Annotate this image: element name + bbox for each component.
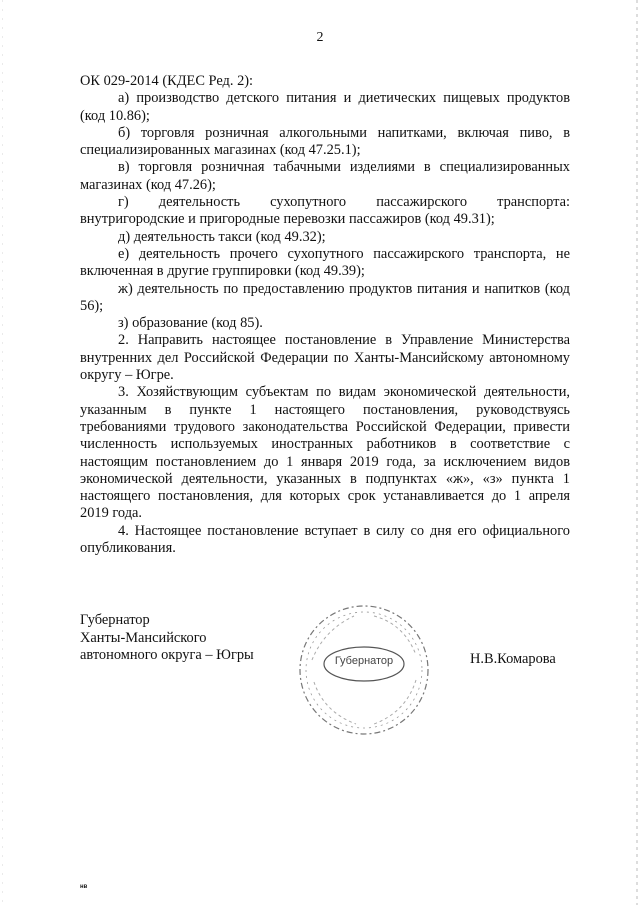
- official-stamp: [294, 600, 434, 740]
- signature-position-line-1: Губернатор: [80, 612, 150, 628]
- list-item-z: з) образование (код 85).: [118, 315, 263, 332]
- document-body: [80, 73, 570, 557]
- intro-line: ОК 029-2014 (КДЕС Ред. 2):: [80, 73, 254, 89]
- list-item-b: б) торговля розничная алкогольными напитками, включая пиво, в специализированных магазинах (код 47.25.1);: [80, 124, 570, 159]
- signature-position-line-3: автономного округа – Югры: [80, 647, 254, 663]
- signatory-name: Н.В.Комарова: [470, 651, 556, 667]
- signature-position: [80, 612, 280, 665]
- paragraph-2: 2. Направить настоящее постановление в Управление Министерства внутренних дел Российской Федерации по Ханты-Мансийскому автономному округу – Югре.: [80, 332, 570, 384]
- page-number: 2: [316, 30, 324, 45]
- signature-position-line-2: Ханты-Мансийского: [80, 629, 207, 646]
- list-item-d: д) деятельность такси (код 49.32);: [118, 228, 326, 245]
- paragraph-3: 3. Хозяйствующим субъектам по видам экономической деятельности, указанным в пункте 1 настоящего постановления, руководствуясь требованиями трудового законодательства Российской Федерации, привести численность используемых иностранных работников в соответствие с настоящим постановлением до 1 января 2019 года, за исключением видов экономической деятельности, указанных в подпунктах «ж», «з» пункта 1 настоящего постановления, для которых срок устанавливается до 1 апреля 2019 года.: [80, 384, 570, 522]
- list-item-g: г) деятельность сухопутного пассажирского транспорта: внутригородские и пригородные перевозки пассажиров (код 49.31);: [80, 194, 570, 228]
- list-item-v: в) торговля розничная табачными изделиями в специализированных магазинах (код 47.26);: [80, 159, 570, 193]
- list-item-a: а) производство детского питания и диетических пищевых продуктов (код 10.86);: [80, 90, 570, 124]
- stamp-title: Губернатор: [334, 655, 394, 667]
- scan-edge-left: [2, 0, 3, 905]
- stamp-seal-icon: [294, 600, 434, 740]
- list-item-zh: ж) деятельность по предоставлению продуктов питания и напитков (код 56);: [80, 280, 570, 314]
- scan-edge-right: [636, 0, 638, 905]
- list-item-e: е) деятельность прочего сухопутного пассажирского транспорта, не включенная в другие группировки (код 49.39);: [80, 245, 570, 280]
- footer-mark: нв: [80, 884, 88, 890]
- paragraph-4: 4. Настоящее постановление вступает в силу со дня его официального опубликования.: [80, 522, 570, 557]
